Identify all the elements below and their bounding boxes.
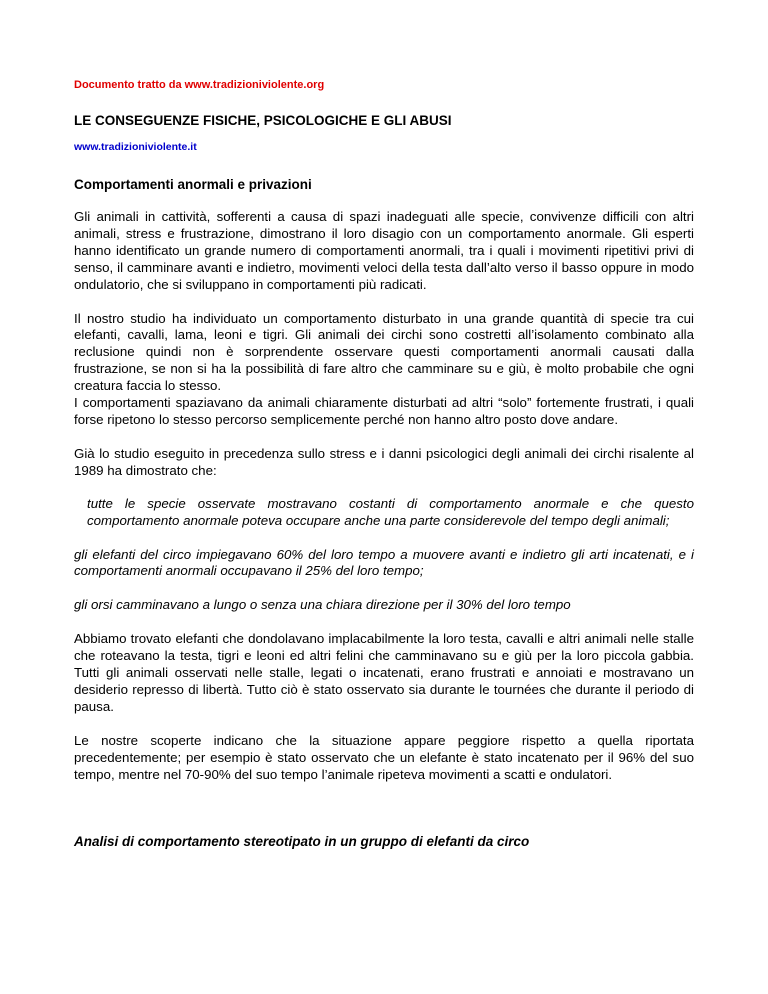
section-heading: Comportamenti anormali e privazioni <box>74 177 312 192</box>
paragraph-intro: Gli animali in cattività, sofferenti a causa di spazi inadeguati alle specie, convivenze difficili con altri animali, stress e frustrazione, dimostrano il loro disagio con un comportamento anormale. Gli esperti hanno identificato un grande numero di comportamenti anormali, tra i quali i movimenti ripetitivi privi di senso, il camminare avanti e indietro, movimenti veloci della testa dall’alto verso il basso oppure in modo ondulatorio, che si sviluppano in comportamenti più radicati. <box>74 209 694 292</box>
paragraph-previous-study: Già lo studio eseguito in precedenza sullo stress e i danni psicologici degli animali dei circhi risalente al 1989 ha dimostrato che: <box>74 445 694 478</box>
finding-elephants: gli elefanti del circo impiegavano 60% del loro tempo a muovere avanti e indietro gli arti incatenati, e i comportamenti anormali occupavano il 25% del loro tempo; <box>74 546 694 579</box>
finding-bears: gli orsi camminavano a lungo o senza una chiara direzione per il 30% del loro tempo <box>74 597 571 613</box>
paragraph-observations: Abbiamo trovato elefanti che dondolavano implacabilmente la loro testa, cavalli e altri animali nelle stalle che roteavano la testa, tigri e leoni ed altri felini che camminavano su e giù per la loro piccola gabbia. Tutti gli animali osservati nelle stalle, legati o incatenati, erano frustrati e annoiati e mostravano un desiderio represso di libertà. Tutto ciò è stato osservato sia durante le tournées che durante il periodo di pausa. <box>74 631 694 714</box>
document-title: LE CONSEGUENZE FISICHE, PSICOLOGICHE E GLI ABUSI <box>74 113 452 128</box>
document-page <box>74 78 694 850</box>
subheading-analysis: Analisi di comportamento stereotipato in un gruppo di elefanti da circo <box>74 834 530 850</box>
finding-all-species: tutte le specie osservate mostravano costanti di comportamento anormale e che questo comportamento anormale poteva occupare anche una parte considerevole del tempo degli animali; <box>87 495 694 528</box>
paragraph-behaviours: I comportamenti spaziavano da animali chiaramente disturbati ad altri “solo” fortemente frustrati, i quali forse ripetono lo stesso percorso semplicemente perché non hanno altro posto dove andare. <box>74 395 694 427</box>
site-link[interactable]: www.tradizioniviolente.it <box>74 141 197 153</box>
source-line: Documento tratto da www.tradizioniviolente.org <box>74 79 325 91</box>
paragraph-study: Il nostro studio ha individuato un comportamento disturbato in una grande quantità di specie tra cui elefanti, cavalli, lama, leoni e tigri. Gli animali dei circhi sono costretti all’isolamento combinato alla reclusione quindi non è sorprendente osservare questi comportamenti anormali causati dalla frustrazione, se non si ha la possibilità di fare altro che camminare su e giù, è molto probabile che ogni creatura faccia lo stesso. <box>74 310 694 394</box>
paragraph-findings: Le nostre scoperte indicano che la situazione appare peggiore rispetto a quella riportata precedentemente; per esempio è stato osservato che un elefante è stato incatenato per il 96% del suo tempo, mentre nel 70-90% del suo tempo l’animale ripeteva movimenti a scatti e ondulatori. <box>74 732 694 782</box>
